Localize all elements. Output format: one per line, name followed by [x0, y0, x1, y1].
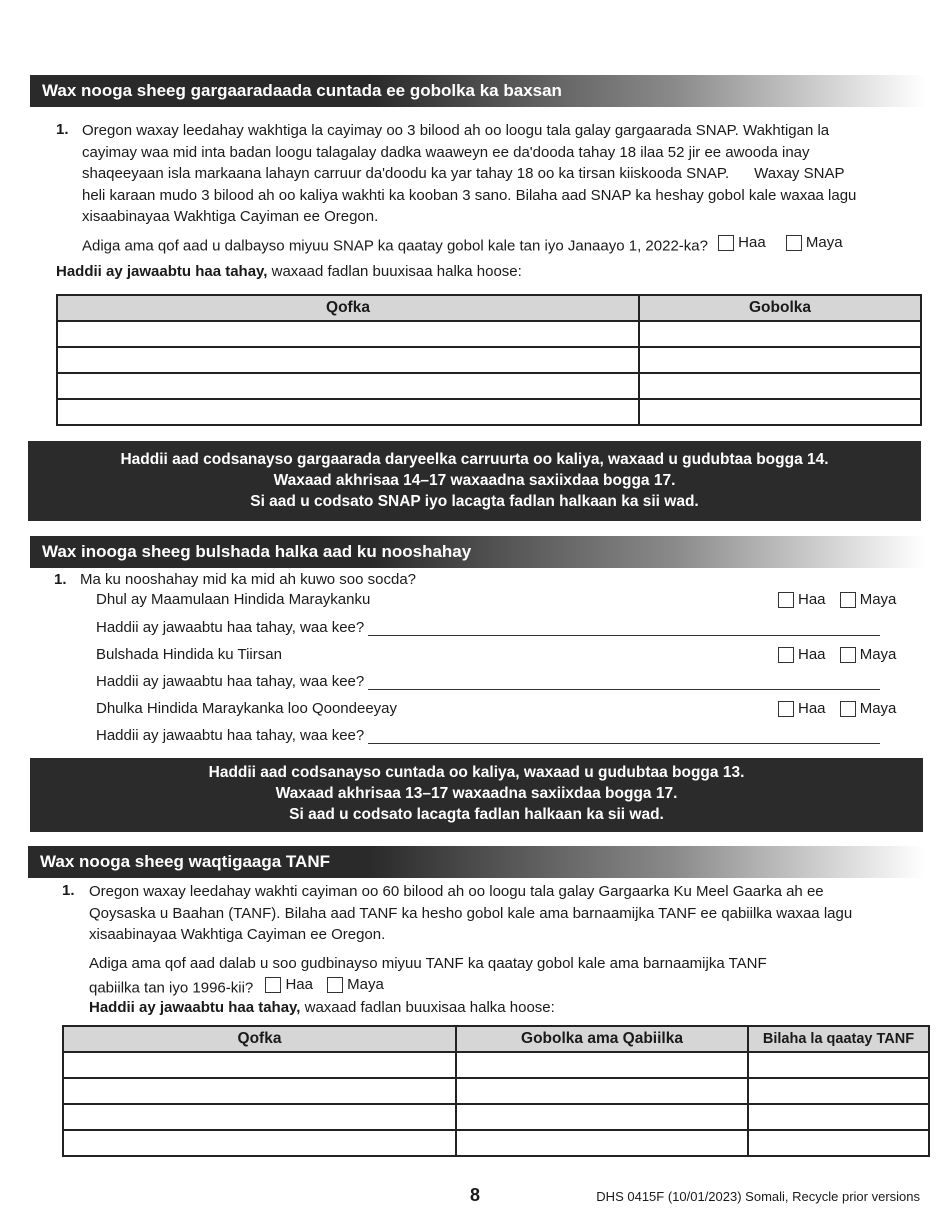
table-cell[interactable] [57, 373, 639, 399]
table-cell[interactable] [456, 1104, 748, 1130]
no-label: Maya [859, 700, 897, 717]
yes-label: Haa [798, 591, 826, 608]
yes-checkbox[interactable] [265, 977, 281, 993]
table-row [63, 1130, 929, 1156]
col-header-tanf-months: Bilaha la qaatay TANF [748, 1026, 929, 1052]
table-cell[interactable] [63, 1052, 456, 1078]
notice-line: Waxaad akhrisaa 13–17 waxaadna saxiixdaa bogga 17. [275, 785, 678, 802]
yes-checkbox[interactable] [778, 592, 794, 608]
table-cell[interactable] [456, 1052, 748, 1078]
notice-line: Haddii aad codsanayso gargaarada daryeelka carruurta oo kaliya, waxaad u gudubtaa bogga 14. [120, 451, 829, 468]
snap-time-limit-paragraph [82, 120, 922, 228]
para-line: xisaabinayaa Wakhtiga Cayiman ee Oregon. [89, 926, 386, 943]
no-checkbox[interactable] [840, 592, 856, 608]
no-checkbox[interactable] [840, 701, 856, 717]
para-line: Oregon waxay leedahay wakhti cayiman oo 60 bilood ah oo loogu tala galay Gargaarka Ku Meel Gaarka ah ee [89, 883, 824, 900]
table-cell[interactable] [639, 321, 921, 347]
yes-option[interactable] [265, 974, 313, 995]
notice-food-only [30, 758, 923, 832]
table-row [63, 1052, 929, 1078]
yes-no-options [778, 646, 896, 667]
table-cell[interactable] [63, 1130, 456, 1156]
notice-line: Si aad u codsato SNAP iyo lacagta fadlan halkaan ka sii wad. [250, 493, 699, 510]
yes-option[interactable] [778, 591, 826, 608]
no-option[interactable] [840, 646, 897, 663]
yes-no-options [778, 591, 896, 612]
if-yes-instruction [89, 999, 555, 1016]
tanf-question [89, 953, 767, 999]
followup-label: Haddii ay jawaabtu haa tahay, waa kee? [96, 727, 365, 744]
yes-option[interactable] [778, 700, 826, 717]
no-label: Maya [859, 591, 897, 608]
col-header-person: Qofka [63, 1026, 456, 1052]
table-cell[interactable] [639, 399, 921, 425]
table-cell[interactable] [57, 399, 639, 425]
table-row [63, 1104, 929, 1130]
yes-option[interactable] [718, 234, 766, 251]
yes-label: Haa [798, 646, 826, 663]
section-header-community: Wax inooga sheeg bulshada halka aad ku nooshahay [30, 536, 925, 568]
notice-line: Si aad u codsato lacagta fadlan halkaan ka sii wad. [289, 806, 664, 823]
notice-childcare [28, 441, 921, 521]
item-number: 1. [56, 121, 69, 138]
col-header-state-or-tribe: Gobolka ama Qabiilka [456, 1026, 748, 1052]
table-cell[interactable] [63, 1078, 456, 1104]
col-header-state: Gobolka [639, 295, 921, 321]
tanf-history-table [62, 1025, 930, 1157]
question-text: Adiga ama qof aad dalab u soo gudbinayso miyuu TANF ka qaatay gobol kale ama barnaamijka TANF [89, 955, 767, 972]
followup-input[interactable] [368, 729, 880, 744]
no-checkbox[interactable] [327, 977, 343, 993]
if-yes-bold: Haddii ay jawaabtu haa tahay, [89, 999, 301, 1016]
table-cell[interactable] [748, 1104, 929, 1130]
followup-label: Haddii ay jawaabtu haa tahay, waa kee? [96, 619, 365, 636]
no-checkbox[interactable] [840, 647, 856, 663]
page-number: 8 [470, 1185, 481, 1205]
yes-checkbox[interactable] [778, 647, 794, 663]
question-text: qabiilka tan iyo 1996-kii? [89, 979, 254, 997]
table-row [57, 373, 921, 399]
table-cell[interactable] [456, 1130, 748, 1156]
table-cell[interactable] [57, 321, 639, 347]
item-number: 1. [54, 571, 67, 588]
no-option[interactable] [327, 974, 384, 995]
table-row [57, 399, 921, 425]
table-row [57, 347, 921, 373]
yes-option[interactable] [778, 646, 826, 663]
col-header-person: Qofka [57, 295, 639, 321]
table-cell[interactable] [748, 1130, 929, 1156]
if-yes-rest: waxaad fadlan buuxisaa halka hoose: [300, 999, 555, 1016]
community-question: Ma ku nooshahay mid ka mid ah kuwo soo socda? [80, 571, 417, 588]
followup-row [96, 727, 880, 744]
para-line: Oregon waxay leedahay wakhtiga la cayimay oo 3 bilood ah oo loogu tala galay gargaarada SNAP. Wakhtigan la [82, 122, 830, 139]
form-identifier: DHS 0415F (10/01/2023) Somali, Recycle prior versions [596, 1189, 920, 1204]
community-item-label: Bulshada Hindida ku Tiirsan [96, 646, 282, 663]
followup-label: Haddii ay jawaabtu haa tahay, waa kee? [96, 673, 365, 690]
question-text: Adiga ama qof aad u dalbayso miyuu SNAP ka qaatay gobol kale tan iyo Janaayo 1, 2022-ka? [82, 237, 708, 255]
yes-checkbox[interactable] [778, 701, 794, 717]
no-label: Maya [347, 976, 384, 993]
table-cell[interactable] [748, 1052, 929, 1078]
table-cell[interactable] [456, 1078, 748, 1104]
no-option[interactable] [786, 234, 843, 251]
section-header-tanf-time: Wax nooga sheeg waqtigaaga TANF [28, 846, 925, 878]
para-line: cayimay waa mid inta badan loogu talagalay dadka waaweyn ee da'dooda tahay 18 ilaa 52 jir ee awooda inay [82, 143, 810, 161]
if-yes-rest: waxaad fadlan buuxisaa halka hoose: [267, 263, 522, 280]
community-item-label: Dhul ay Maamulaan Hindida Maraykanku [96, 591, 371, 608]
table-row [57, 321, 921, 347]
table-cell[interactable] [63, 1104, 456, 1130]
table-row [63, 1078, 929, 1104]
yes-label: Haa [738, 234, 766, 251]
para-line: shaqeeyaan isla markaana lahayn carruur da'doodu ka yar tahay 18 oo ka tirsan kiiskooda SNAP. Waxay SNAP [82, 165, 845, 182]
followup-input[interactable] [368, 675, 880, 690]
notice-line: Haddii aad codsanayso cuntada oo kaliya, waxaad u gudubtaa bogga 13. [208, 764, 745, 781]
if-yes-bold: Haddii ay jawaabtu haa tahay, [56, 263, 268, 280]
table-cell[interactable] [748, 1078, 929, 1104]
if-yes-instruction [56, 263, 522, 280]
tanf-time-limit-paragraph [89, 881, 919, 946]
para-line: Qoysaska u Baahan (TANF). Bilaha aad TANF ka hesho gobol kale ama barnaamijka TANF ee qabiilka waxaa lagu [89, 904, 853, 922]
yes-label: Haa [285, 976, 313, 993]
para-line: xisaabinayaa Wakhtiga Cayiman ee Oregon. [82, 208, 379, 225]
table-cell[interactable] [639, 347, 921, 373]
para-line: heli karaan mudo 3 bilood ah oo kaliya wakhti ka kooban 3 sano. Bilaha aad SNAP ka heshay gobol kale waxaa lagu [82, 186, 857, 204]
followup-row [96, 619, 880, 636]
no-label: Maya [805, 234, 843, 251]
no-label: Maya [859, 646, 897, 663]
table-cell[interactable] [57, 347, 639, 373]
no-checkbox[interactable] [786, 235, 802, 251]
community-item-label: Dhulka Hindida Maraykanka loo Qoondeeyay [96, 700, 398, 717]
no-option[interactable] [840, 700, 897, 717]
section-header-out-of-state-snap: Wax nooga sheeg gargaaradaada cuntada ee gobolka ka baxsan [30, 75, 925, 107]
yes-no-options [778, 700, 896, 721]
followup-row [96, 673, 880, 690]
snap-other-state-question [82, 234, 922, 255]
item-number: 1. [62, 882, 75, 899]
followup-input[interactable] [368, 621, 880, 636]
notice-line: Waxaad akhrisaa 14–17 waxaadna saxiixdaa bogga 17. [273, 472, 676, 489]
yes-checkbox[interactable] [718, 235, 734, 251]
yes-label: Haa [798, 700, 826, 717]
snap-state-table [56, 294, 922, 426]
no-option[interactable] [840, 591, 897, 608]
table-cell[interactable] [639, 373, 921, 399]
